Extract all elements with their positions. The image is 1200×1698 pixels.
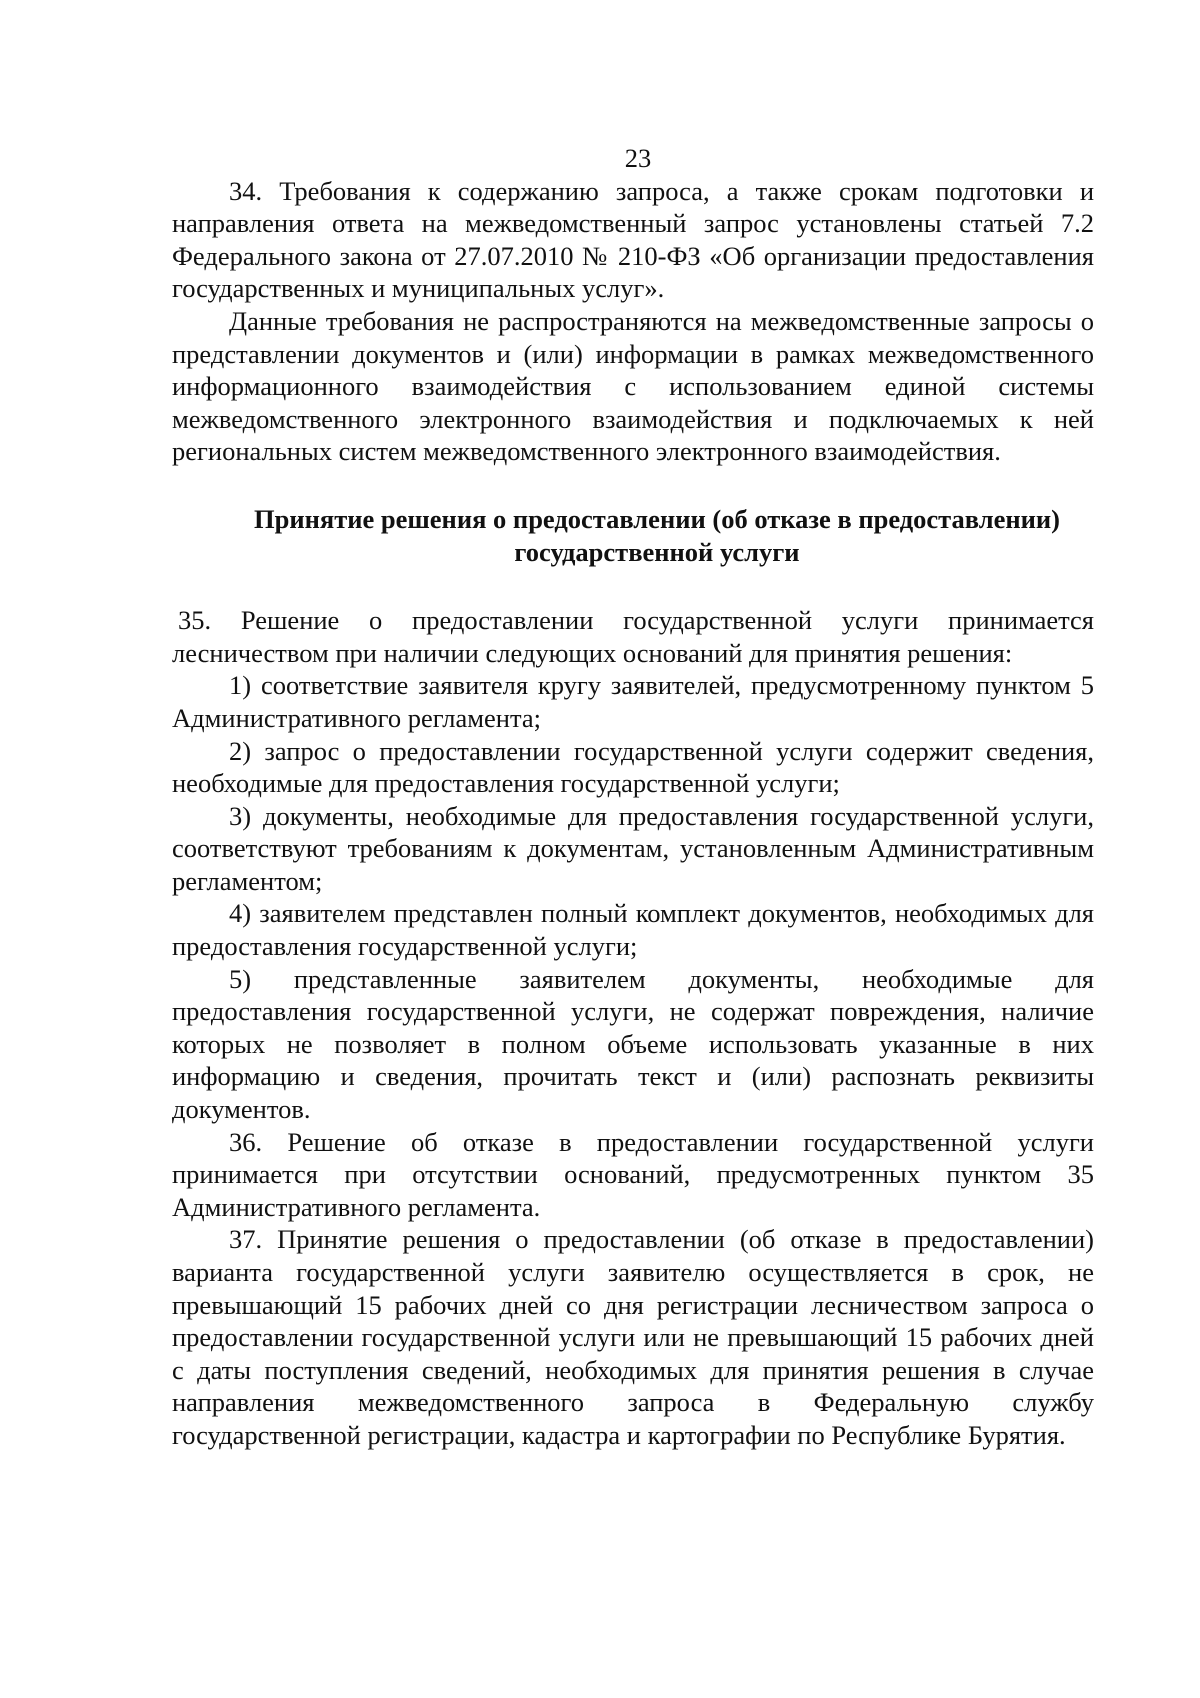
list-item-2: 2) запрос о предоставлении государственной услуги содержит сведения, необходимые для предоставления государственной услуги;	[172, 735, 1094, 799]
paragraph-37: 37. Принятие решения о предоставлении (об отказе в предоставлении) варианта государственной услуги заявителю осуществляется в срок, не превышающий 15 рабочих дней со дня регистрации лесничеством запроса о предоставлении государственной услуги или не превышающий 15 рабочих дней с даты поступления сведений, необходимых для принятия решения в случае направления межведомственного запроса в Федеральную службу государственной регистрации, кадастра и картографии по Республике Бурятия.	[172, 1224, 1094, 1450]
paragraph-34: 34. Требования к содержанию запроса, а также срокам подготовки и направления ответа на межведомственный запрос установлены статьей 7.2 Федерального закона от 27.07.2010 № 210-ФЗ «Об организации предоставления государственных и муниципальных услуг».	[172, 175, 1094, 304]
list-item-5: 5) представленные заявителем документы, необходимые для предоставления государственной услуги, не содержат повреждения, наличие которых не позволяет в полном объеме использовать указанные в них информацию и сведения, прочитать текст и (или) распознать реквизиты документов.	[172, 963, 1094, 1125]
section-heading	[172, 503, 1094, 568]
section-heading-line-1: Принятие решения о предоставлении (об отказе в предоставлении)	[254, 503, 1060, 534]
paragraph-35: 35. Решение о предоставлении государственной услуги принимается лесничеством при наличии следующих оснований для принятия решения:	[172, 605, 1094, 668]
paragraph-34-continuation: Данные требования не распространяются на межведомственные запросы о представлении документов и (или) информации в рамках межведомственного информационного взаимодействия с использованием единой системы межведомственного электронного взаимодействия и подключаемых к ней региональных систем межведомственного электронного взаимодействия.	[172, 305, 1094, 467]
document-page	[172, 142, 1094, 1452]
page-number: 23	[624, 143, 652, 173]
list-item-3: 3) документы, необходимые для предоставления государственной услуги, соответствуют требованиям к документам, установленным Административным регламентом;	[172, 800, 1094, 896]
paragraph-36: 36. Решение об отказе в предоставлении государственной услуги принимается при отсутствии оснований, предусмотренных пунктом 35 Административного регламента.	[172, 1126, 1094, 1222]
list-item-1: 1) соответствие заявителя кругу заявителей, предусмотренному пунктом 5 Административного регламента;	[172, 670, 1094, 733]
list-item-4: 4) заявителем представлен полный комплект документов, необходимых для предоставления государственной услуги;	[172, 898, 1094, 962]
section-heading-line-2: государственной услуги	[514, 536, 800, 567]
